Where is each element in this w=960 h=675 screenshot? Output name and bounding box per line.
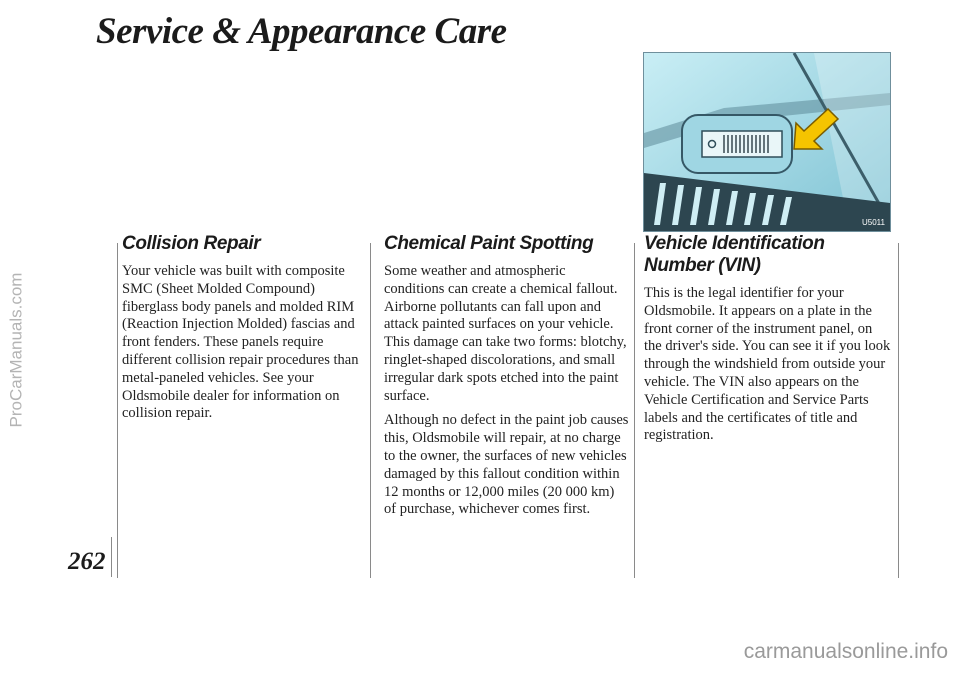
page-title: Service & Appearance Care [96, 11, 507, 52]
chemical-paint-spotting-heading: Chemical Paint Spotting [384, 233, 594, 254]
chemical-paint-paragraph-1: Some weather and atmospheric conditions can create a chemical fallout. Airborne pollutants can fall upon and attack painted surfaces on your vehicle. This damage can take two forms: blotchy, ringlet-shaped discolorations, and small irregular dark spots etched into the paint surface. [384, 263, 627, 404]
side-watermark [2, 160, 30, 540]
footer-watermark: carmanualsonline.info [743, 640, 948, 663]
figure-code: U5011 [862, 218, 885, 227]
collision-repair-heading: Collision Repair [122, 233, 261, 254]
chemical-paint-paragraph-2: Although no defect in the paint job causes this, Oldsmobile will repair, at no charge to the owner, the surfaces of new vehicles damaged by this fallout condition within 12 months or 12,000 miles (20 000 km) of purchase, whichever comes first. [384, 412, 629, 518]
column-rule-1 [117, 243, 118, 578]
collision-repair-paragraph: Your vehicle was built with composite SMC (Sheet Molded Compound) fiberglass body panels and molded RIM (Reaction Injection Molded) fascias and front fenders. These panels require different collision repair procedures than metal-paneled vehicles. See your Oldsmobile dealer for information on collision repair. [122, 263, 359, 422]
section-vin [644, 233, 892, 452]
vin-paragraph: This is the legal identifier for your Oldsmobile. It appears on a plate in the front corner of the instrument panel, on the driver's side. You can see it if you look through the windshield from outside your vehicle. The VIN also appears on the Vehicle Certification and Service Parts labels and the certificates of title and registration. [644, 285, 891, 444]
vin-heading: Vehicle Identification Number (VIN) [644, 233, 825, 276]
column-rule-3 [634, 243, 635, 578]
column-rule-4 [898, 243, 899, 578]
side-watermark-text: ProCarManuals.com [6, 272, 26, 428]
page-number: 262 [68, 548, 106, 575]
section-collision-repair [122, 233, 365, 430]
column-rule-2 [370, 243, 371, 578]
vin-plate-illustration [644, 53, 890, 231]
page-number-rule [111, 537, 112, 577]
section-chemical-paint-spotting [384, 233, 629, 526]
vin-plate-photo [643, 52, 891, 232]
vin-plate [702, 131, 782, 157]
